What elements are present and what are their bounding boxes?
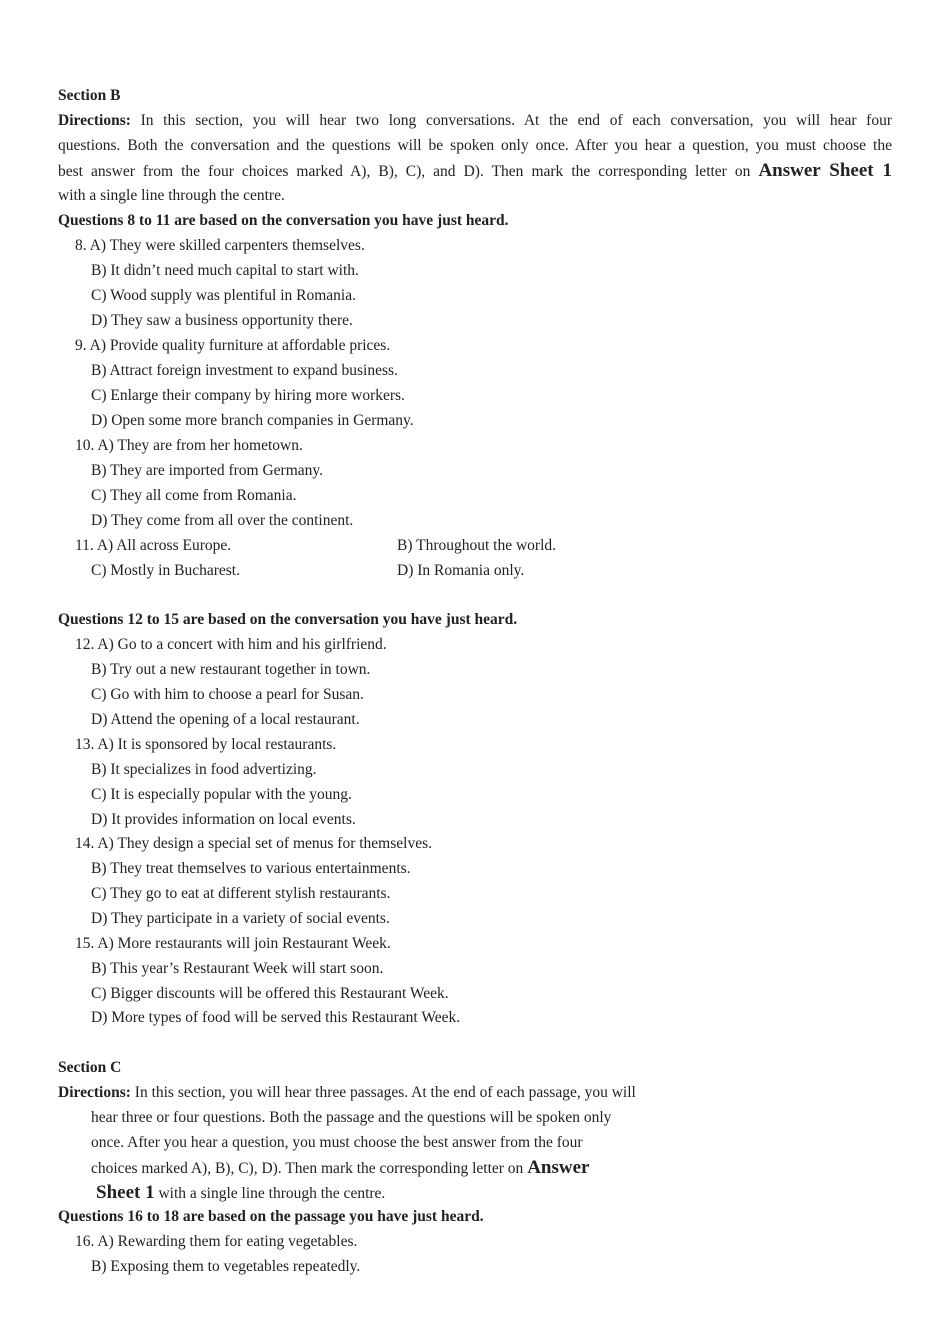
question-9-option-b: B) Attract foreign investment to expand business. (91, 362, 398, 379)
directions-text: In this section, you will hear three passages. At the end of each passage, you will (134, 1084, 636, 1101)
question-10-option-b: B) They are imported from Germany. (91, 462, 323, 479)
question-12-option-b: B) Try out a new restaurant together in town. (91, 661, 371, 678)
group-heading-12-15: Questions 12 to 15 are based on the conversation you have just heard. (58, 611, 518, 628)
question-13-option-b: B) It specializes in food advertizing. (91, 761, 317, 778)
question-15-option-d: D) More types of food will be served this Restaurant Week. (91, 1009, 461, 1026)
sheet-word: Sheet 1 (96, 1182, 155, 1203)
section-c-directions-line-1 (58, 1083, 636, 1103)
question-14-option-a: 14. A) They design a special set of menus for themselves. (75, 835, 432, 852)
section-b-heading: Section B (58, 87, 121, 104)
directions-label: Directions: (58, 112, 131, 129)
group-heading-16-18: Questions 16 to 18 are based on the passage you have just heard. (58, 1208, 484, 1225)
question-14-option-d: D) They participate in a variety of social events. (91, 910, 390, 927)
question-13-option-a: 13. A) It is sponsored by local restaurants. (75, 736, 337, 753)
question-9-option-c: C) Enlarge their company by hiring more workers. (91, 387, 405, 404)
question-16-option-b: B) Exposing them to vegetables repeatedly. (91, 1258, 361, 1275)
question-15-option-a: 15. A) More restaurants will join Restaurant Week. (75, 935, 391, 952)
question-13-option-d: D) It provides information on local events. (91, 811, 356, 828)
answer-word: Answer (527, 1157, 590, 1178)
section-b-directions-line-1 (58, 111, 892, 131)
question-10-option-d: D) They come from all over the continent. (91, 512, 354, 529)
question-15-option-b: B) This year’s Restaurant Week will start soon. (91, 960, 384, 977)
question-11-option-d: D) In Romania only. (397, 562, 525, 579)
question-8-option-b: B) It didn’t need much capital to start with. (91, 262, 359, 279)
question-8-option-a: 8. A) They were skilled carpenters themselves. (75, 237, 365, 254)
question-16-option-a: 16. A) Rewarding them for eating vegetables. (75, 1233, 358, 1250)
section-b-directions-line-4: with a single line through the centre. (58, 187, 285, 204)
question-12-option-a: 12. A) Go to a concert with him and his girlfriend. (75, 636, 387, 653)
section-b-directions-line-3 (58, 161, 892, 182)
section-c-directions-line-3: once. After you hear a question, you must choose the best answer from the four (91, 1134, 583, 1151)
question-10-option-c: C) They all come from Romania. (91, 487, 297, 504)
section-c-directions-line-2: hear three or four questions. Both the passage and the questions will be spoken only (91, 1109, 612, 1126)
question-12-option-c: C) Go with him to choose a pearl for Susan. (91, 686, 364, 703)
question-15-option-c: C) Bigger discounts will be offered this Restaurant Week. (91, 985, 449, 1002)
question-8-option-c: C) Wood supply was plentiful in Romania. (91, 287, 356, 304)
directions-text: choices marked A), B), C), D). Then mark the corresponding letter on (91, 1160, 524, 1177)
question-10-option-a: 10. A) They are from her hometown. (75, 437, 303, 454)
section-c-directions-line-4 (91, 1158, 589, 1179)
question-13-option-c: C) It is especially popular with the young. (91, 786, 352, 803)
directions-text: In this section, you will hear two long conversations. At the end of each conversation, you will hear four (140, 112, 893, 129)
question-14-option-c: C) They go to eat at different stylish restaurants. (91, 885, 391, 902)
question-9-option-d: D) Open some more branch companies in Germany. (91, 412, 414, 429)
section-c-heading: Section C (58, 1059, 122, 1076)
answer-sheet-label: Answer Sheet 1 (758, 160, 893, 181)
directions-label: Directions: (58, 1084, 131, 1101)
question-8-option-d: D) They saw a business opportunity there. (91, 312, 353, 329)
group-heading-8-11: Questions 8 to 11 are based on the conversation you have just heard. (58, 212, 509, 229)
directions-text: best answer from the four choices marked A), B), C), and D). Then mark the corresponding letter on (58, 163, 751, 180)
directions-text: with a single line through the centre. (158, 1185, 386, 1202)
section-b-directions-line-2: questions. Both the conversation and the questions will be spoken only once. After you hear a question, you must choose the (58, 137, 892, 154)
question-11-option-c: C) Mostly in Bucharest. (91, 562, 240, 579)
question-11-option-a: 11. A) All across Europe. (75, 537, 232, 554)
question-9-option-a: 9. A) Provide quality furniture at affordable prices. (75, 337, 391, 354)
question-11-option-b: B) Throughout the world. (397, 537, 557, 554)
question-14-option-b: B) They treat themselves to various entertainments. (91, 860, 411, 877)
section-c-directions-line-5 (96, 1183, 385, 1204)
question-12-option-d: D) Attend the opening of a local restaurant. (91, 711, 360, 728)
